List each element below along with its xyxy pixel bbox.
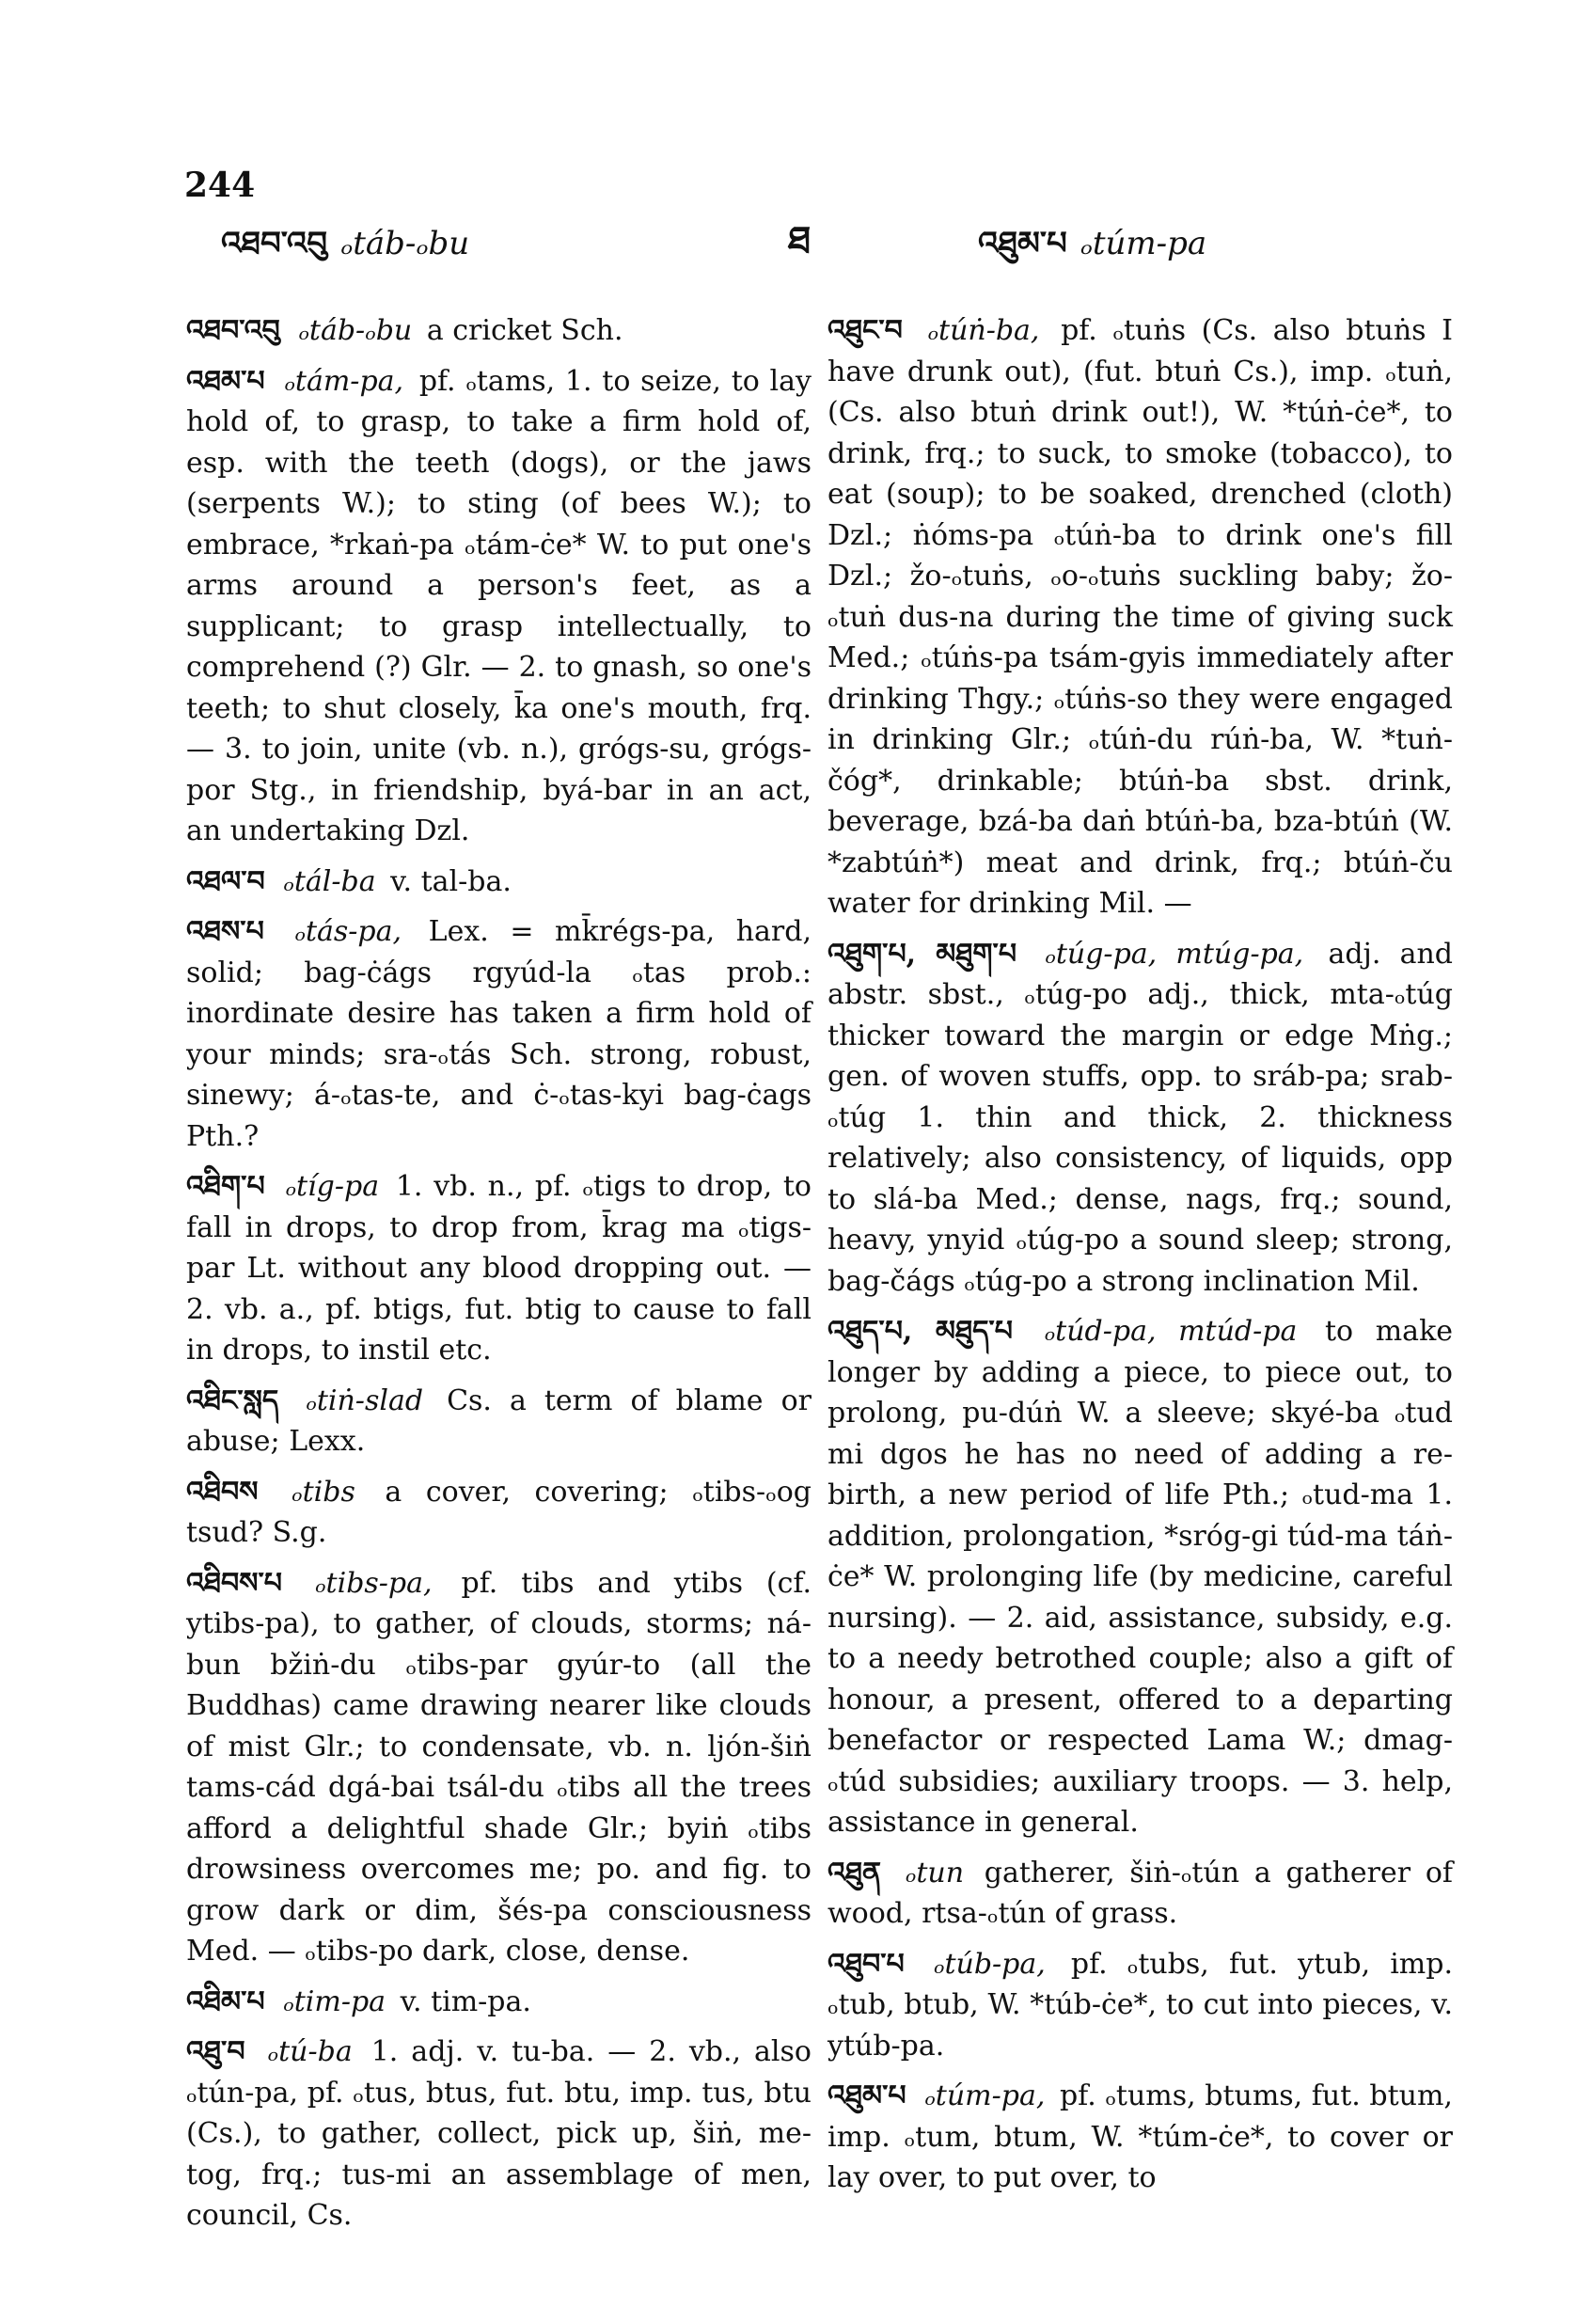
dictionary-entry <box>186 361 812 852</box>
entry-definition: adj. and abstr. sbst., ₒtúg-po adj., thick, mta-ₒtúg thicker toward the margin or edge Mṅg.; gen. of woven stuffs, opp. to sráb-pa; srab-ₒtúg 1. thin and thick, 2. thickness relatively; also consistency, of liquids, opp to slá-ba Med.; dense, nags, frq.; sound, heavy, ynyid ₒtúg-po a sound sleep; strong, bag-čágs ₒtúg-po a strong inclination Mil. <box>827 937 1453 1298</box>
entry-headword-tibetan: འཐིབས <box>186 1475 259 1509</box>
entry-definition: Cs. a term of blame or abuse; Lexx. <box>186 1383 812 1458</box>
entry-definition: gatherer, šiṅ-ₒtún a gatherer of wood, rtsa-ₒtún of grass. <box>827 1856 1453 1930</box>
right-column <box>827 310 1453 2208</box>
entry-headword-tibetan: འཐམ་པ <box>186 364 265 398</box>
entry-transliteration: ₒtun <box>905 1856 965 1889</box>
entry-transliteration: ₒtáb-ₒbu <box>298 314 413 347</box>
entry-headword-tibetan: འཐིམ་པ <box>186 1984 265 2018</box>
entry-headword-tibetan: འཐུད་པ, མཐུད་པ <box>827 1315 1013 1348</box>
entry-headword-tibetan: འཐུན <box>827 1856 882 1889</box>
entry-headword-tibetan: འཐུམ་པ <box>827 2079 906 2112</box>
section-letter: ཐ <box>788 218 812 262</box>
dictionary-entry <box>186 911 812 1157</box>
entry-transliteration: ₒtám-pa, <box>284 364 404 398</box>
entry-definition: to make longer by adding a piece, to piece out, to prolong, pu-dúṅ W. a sleeve; skyé-ba ₒtud mi dgos he has no need of adding a re-birth, a new period of life Pth.; ₒtud-ma 1. addition, prolongation, *sróg-gi túd-ma táṅ-ċe* W. prolonging life (by medicine, careful nursing). — 2. aid, assistance, subsidy, e.g. to a needy betrothed couple; also a gift of honour, a present, offered to a departing benefactor or respected Lama W.; dmag-ₒtúd subsidies; auxiliary troops. — 3. help, assistance in general. <box>827 1315 1453 1839</box>
dictionary-entry <box>186 862 812 903</box>
entry-definition: a cricket Sch. <box>426 314 623 347</box>
entry-transliteration: ₒtúg-pa, mtúg-pa, <box>1045 937 1304 971</box>
entry-transliteration: ₒtibs-pa, <box>314 1566 433 1600</box>
entry-transliteration: ₒtíg-pa <box>285 1170 380 1203</box>
entry-definition: pf. ₒtums, btums, fut. btum, imp. ₒtum, btum, W. *túm-ċe*, to cover or lay over, to put over, to <box>827 2079 1453 2194</box>
entry-transliteration: ₒtúd-pa, mtúd-pa <box>1044 1315 1298 1348</box>
entry-definition: Lex. = mk̄régs-pa, hard, solid; bag-ċágs rgyúd-la ₒtas prob.: inordinate desire has taken a firm hold of your minds; sra-ₒtás Sch. strong, robust, sinewy; á-ₒtas-te, and ċ-ₒtas-kyi bag-ċags Pth.? <box>186 915 812 1153</box>
entry-headword-tibetan: འཐུབ་པ <box>827 1947 905 1981</box>
dictionary-entry <box>827 1944 1453 2067</box>
entry-headword-tibetan: འཐིབས་པ <box>186 1566 283 1600</box>
entry-transliteration: ₒtál-ba <box>283 864 376 898</box>
dictionary-entry <box>186 1563 812 1972</box>
dictionary-entry <box>186 2032 812 2237</box>
entry-transliteration: ₒtiṅ-slad <box>306 1383 424 1417</box>
left-column <box>186 310 812 2246</box>
entry-headword-tibetan: འཐིག་པ <box>186 1170 265 1203</box>
entry-definition: v. tal-ba. <box>390 864 512 898</box>
entry-headword-tibetan: འཐུ་བ <box>186 2035 245 2068</box>
entry-headword-tibetan: འཐུང་བ <box>827 314 903 347</box>
entry-transliteration: ₒtás-pa, <box>294 915 402 948</box>
entry-headword-tibetan: འཐིང་སླད <box>186 1383 279 1417</box>
dictionary-entry <box>186 1472 812 1554</box>
dictionary-entry <box>827 2076 1453 2199</box>
entry-definition: pf. ₒtubs, fut. ytub, imp. ₒtub, btub, W. *túb-ċe*, to cut into pieces, v. ytúb-pa. <box>827 1947 1453 2063</box>
left-running-head <box>221 207 469 297</box>
entry-transliteration: ₒtúm-pa, <box>924 2079 1046 2112</box>
entry-definition: pf. ₒtams, 1. to seize, to lay hold of, to grasp, to take a firm hold of, esp. with the teeth (dogs), or the jaws (serpents W.); to sting (of bees W.); to embrace, *rkaṅ-pa ₒtám-ċe* W. to put one's arms around a person's feet, as a supplicant; to grasp intellectually, to comprehend (?) Glr. — 2. to gnash, so one's teeth; to shut closely, k̄a one's mouth, frq. — 3. to join, unite (vb. n.), grógs-su, grógs-por Stg., in friendship, byá-bar in an act, an undertaking Dzl. <box>186 364 812 847</box>
entry-headword-tibetan: འཐབ་འབུ <box>186 314 280 347</box>
right-head-transliteration: ₒtúm-pa <box>1080 225 1207 262</box>
dictionary-entry <box>827 934 1453 1303</box>
left-head-transliteration: ₒtáb-ₒbu <box>340 225 470 262</box>
page-number: 244 <box>184 166 256 205</box>
entry-definition: 1. vb. n., pf. ₒtigs to drop, to fall in drops, to drop from, k̄rag ma ₒtigs-par Lt. without any blood dropping out. — 2. vb. a., pf. btigs, fut. btig to cause to fall in drops, to instil etc. <box>186 1170 812 1367</box>
right-running-head <box>978 207 1206 297</box>
entry-transliteration: ₒtim-pa <box>283 1984 386 2018</box>
entry-headword-tibetan: འཐས་པ <box>186 915 264 948</box>
entry-definition: 1. adj. v. tu-ba. — 2. vb., also ₒtún-pa, pf. ₒtus, btus, fut. btu, imp. tus, btu (Cs.), to gather, collect, pick up, šiṅ, me-tog, frq.; tus-mi an assemblage of men, council, Cs. <box>186 2035 812 2232</box>
dictionary-entry <box>827 1311 1453 1843</box>
entry-transliteration: ₒtú-ba <box>267 2035 353 2068</box>
dictionary-entry <box>827 1853 1453 1935</box>
dictionary-entry <box>186 1982 812 2023</box>
entry-definition: a cover, covering; ₒtibs-ₒog tsud? S.g. <box>186 1475 812 1549</box>
dictionary-entry <box>186 1166 812 1371</box>
page-header <box>0 160 1576 273</box>
left-head-tibetan: འཐབ་འབུ <box>221 225 328 262</box>
right-head-tibetan: འཐུམ་པ <box>978 225 1067 262</box>
entry-transliteration: ₒtúb-pa, <box>933 1947 1046 1981</box>
dictionary-entry <box>827 310 1453 925</box>
entry-headword-tibetan: འཐལ་བ <box>186 864 265 898</box>
dictionary-entry <box>186 310 812 352</box>
entry-definition: pf. tibs and ytibs (cf. ytibs-pa), to gather, of clouds, storms; ná-bun bžiṅ-du ₒtibs-par gyúr-to (all the Buddhas) came drawing nearer like clouds of mist Glr.; to condensate, vb. n. ljón-šiṅ tams-cád dgá-bai tsál-du ₒtibs all the trees afford a delightful shade Glr.; byiṅ ₒtibs drowsiness overcomes me; po. and fig. to grow dark or dim, šés-pa consciousness Med. — ₒtibs-po dark, close, dense. <box>186 1566 812 1968</box>
entry-transliteration: ₒtúṅ-ba, <box>927 314 1040 347</box>
entry-transliteration: ₒtibs <box>292 1475 355 1509</box>
entry-headword-tibetan: འཐུག་པ, མཐུག་པ <box>827 937 1017 971</box>
dictionary-entry <box>186 1381 812 1462</box>
entry-definition: pf. ₒtuṅs (Cs. also btuṅs I have drunk out), (fut. btuṅ Cs.), imp. ₒtuṅ, (Cs. also btuṅ drink out!), W. *túṅ-ċe*, to drink, frq.; to suck, to smoke (tobacco), to eat (soup); to be soaked, drenched (cloth) Dzl.; ṅóms-pa ₒtúṅ-ba to drink one's fill Dzl.; žo-ₒtuṅs, ₒo-ₒtuṅs suckling baby; žo-ₒtuṅ dus-na during the time of giving suck Med.; ₒtúṅs-pa tsám-gyis immediately after drinking Thgy.; ₒtúṅs-so they were engaged in drinking Glr.; ₒtúṅ-du rúṅ-ba, W. *tuṅ-čóg*, drinkable; btúṅ-ba sbst. drink, beverage, bzá-ba daṅ btúṅ-ba, bza-btúṅ (W. *zabtúṅ*) meat and drink, frq.; btúṅ-ču water for drinking Mil. — <box>827 314 1453 920</box>
entry-definition: v. tim-pa. <box>400 1984 531 2018</box>
